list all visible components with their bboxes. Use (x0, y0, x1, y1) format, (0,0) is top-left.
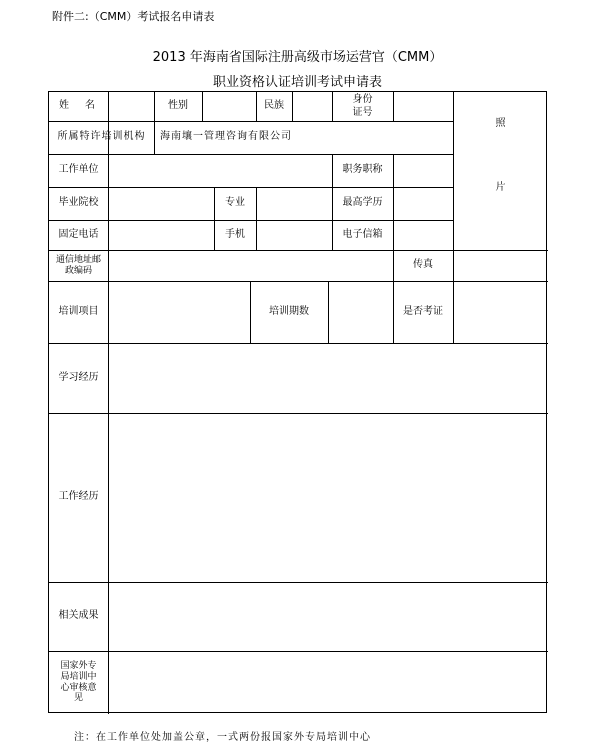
phone-label: 固定电话 (58, 228, 99, 240)
session-label: 培训期数 (269, 305, 309, 317)
education-label: 最高学历 (342, 197, 383, 209)
email-input[interactable] (393, 220, 548, 250)
study-history-input[interactable] (108, 343, 548, 413)
exam-input[interactable] (453, 281, 548, 343)
ethnicity-label: 民族 (264, 100, 284, 112)
employer-label: 工作单位 (58, 164, 99, 176)
achievements-input[interactable] (108, 582, 548, 651)
phone-input[interactable] (108, 220, 214, 250)
position-input[interactable] (393, 154, 453, 187)
ethnicity-input[interactable] (292, 92, 332, 121)
exam-label: 是否考证 (403, 306, 443, 317)
approval-label: 国家外专局培训中心审核意见 (60, 660, 97, 704)
name-label: 姓 名 (59, 100, 98, 112)
school-input[interactable] (108, 187, 214, 220)
photo-label-top: 照 (495, 117, 506, 129)
work-history-input[interactable] (108, 413, 548, 582)
mobile-label: 手机 (225, 228, 245, 240)
work-history-label: 工作经历 (58, 491, 99, 503)
application-form-table (48, 91, 547, 713)
email-label: 电子信箱 (342, 228, 383, 240)
project-input[interactable] (108, 281, 250, 343)
attachment-label: 附件二:（CMM）考试报名申请表 (52, 10, 215, 23)
employer-input[interactable] (108, 154, 332, 187)
photo-label-bottom: 片 (495, 181, 506, 193)
position-label: 职务职称 (342, 164, 383, 176)
major-input[interactable] (256, 187, 332, 220)
fax-input[interactable] (453, 250, 548, 281)
gender-input[interactable] (202, 92, 256, 121)
name-input[interactable] (108, 92, 154, 121)
address-input[interactable] (108, 250, 393, 281)
achievements-label: 相关成果 (58, 610, 99, 622)
study-history-label: 学习经历 (58, 371, 99, 383)
school-label: 毕业院校 (58, 197, 99, 209)
approval-input[interactable] (108, 651, 548, 714)
education-input[interactable] (393, 187, 453, 220)
gender-label: 性别 (168, 100, 188, 112)
form-title-line2: 职业资格认证培训考试申请表 (212, 75, 382, 90)
id-number-input[interactable] (393, 92, 453, 121)
id-number-label: 身份证号 (352, 94, 373, 118)
major-label: 专业 (225, 197, 245, 209)
form-title-line1: 2013 年海南省国际注册高级市场运营官（CMM） (152, 50, 443, 65)
mobile-input[interactable] (256, 220, 332, 250)
footer-note: 注：在工作单位处加盖公章，一式两份报国家外专局培训中心 (74, 732, 371, 743)
institution-label: 所属特许培训机构 (57, 131, 146, 143)
institution-value[interactable]: 海南壤一管理咨询有限公司 (160, 131, 292, 143)
project-label: 培训项目 (58, 305, 99, 317)
fax-label: 传真 (413, 259, 433, 271)
session-input[interactable] (328, 281, 393, 343)
address-label: 通信地址邮政编码 (56, 255, 102, 276)
